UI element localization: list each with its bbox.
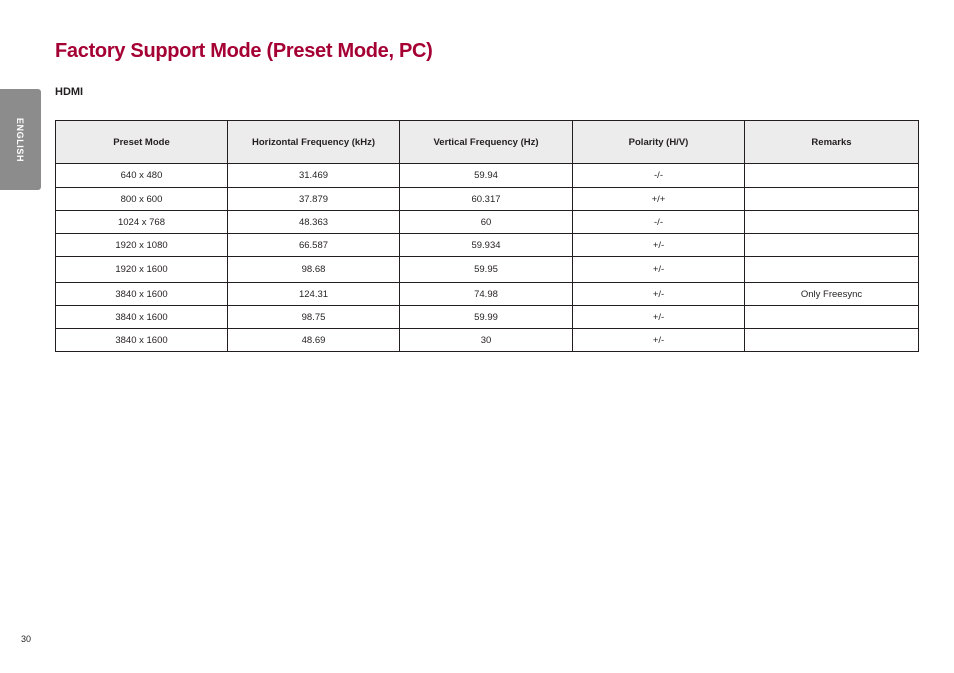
cell-remarks [745,234,919,257]
cell-preset-mode: 3840 x 1600 [56,306,228,329]
cell-horizontal-frequency: 37.879 [228,188,400,211]
cell-horizontal-frequency: 66.587 [228,234,400,257]
section-heading-hdmi: HDMI [55,86,84,98]
header-remarks: Remarks [745,121,919,164]
cell-preset-mode: 3840 x 1600 [56,283,228,306]
cell-horizontal-frequency: 124.31 [228,283,400,306]
cell-preset-mode: 3840 x 1600 [56,329,228,352]
cell-vertical-frequency: 30 [400,329,573,352]
cell-vertical-frequency: 59.95 [400,257,573,283]
cell-preset-mode: 1920 x 1600 [56,257,228,283]
cell-vertical-frequency: 59.934 [400,234,573,257]
table-header-row [56,121,919,164]
page-number: 30 [21,634,32,644]
cell-vertical-frequency: 74.98 [400,283,573,306]
cell-preset-mode: 1920 x 1080 [56,234,228,257]
cell-polarity: +/- [573,306,745,329]
cell-polarity: -/- [573,211,745,234]
cell-horizontal-frequency: 48.69 [228,329,400,352]
cell-preset-mode: 800 x 600 [56,188,228,211]
table-row [56,211,919,234]
cell-polarity: +/- [573,329,745,352]
cell-horizontal-frequency: 98.68 [228,257,400,283]
cell-horizontal-frequency: 98.75 [228,306,400,329]
table-row [56,283,919,306]
cell-remarks [745,188,919,211]
header-preset-mode: Preset Mode [56,121,228,164]
table-row [56,234,919,257]
page-title: Factory Support Mode (Preset Mode, PC) [55,40,433,62]
cell-vertical-frequency: 60.317 [400,188,573,211]
language-tab-label: ENGLISH [15,117,25,163]
table-row [56,257,919,283]
cell-vertical-frequency: 59.94 [400,164,573,188]
cell-polarity: +/- [573,257,745,283]
cell-polarity: +/+ [573,188,745,211]
cell-polarity: +/- [573,234,745,257]
cell-remarks: Only Freesync [745,283,919,306]
preset-mode-table [55,120,919,352]
cell-preset-mode: 640 x 480 [56,164,228,188]
cell-horizontal-frequency: 31.469 [228,164,400,188]
header-polarity: Polarity (H/V) [573,121,745,164]
cell-remarks [745,164,919,188]
table-row [56,306,919,329]
cell-polarity: -/- [573,164,745,188]
cell-horizontal-frequency: 48.363 [228,211,400,234]
table-row [56,188,919,211]
cell-remarks [745,306,919,329]
cell-remarks [745,211,919,234]
header-vertical-frequency: Vertical Frequency (Hz) [400,121,573,164]
table-row [56,329,919,352]
cell-preset-mode: 1024 x 768 [56,211,228,234]
cell-remarks [745,329,919,352]
header-horizontal-frequency: Horizontal Frequency (kHz) [228,121,400,164]
table-row [56,164,919,188]
cell-vertical-frequency: 60 [400,211,573,234]
cell-polarity: +/- [573,283,745,306]
cell-vertical-frequency: 59.99 [400,306,573,329]
cell-remarks [745,257,919,283]
